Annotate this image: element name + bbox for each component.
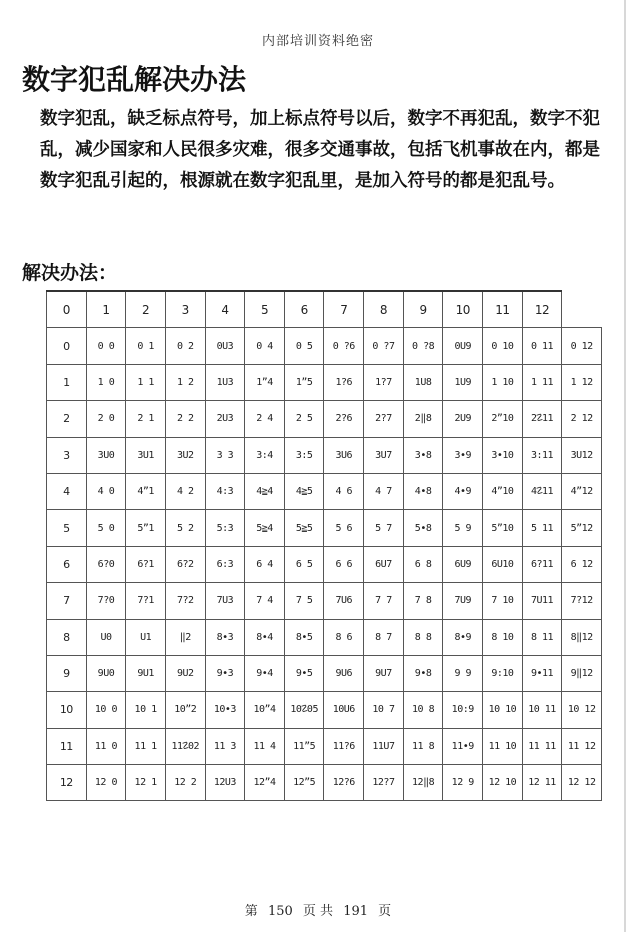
table-cell: 9:10	[483, 655, 523, 691]
table-cell: 10☡05	[284, 692, 324, 728]
table-cell: 0 10	[483, 328, 523, 364]
row-header: 2	[47, 401, 87, 437]
table-cell: 6 4	[245, 546, 285, 582]
table-row	[47, 364, 602, 400]
table-cell: 7U9	[443, 583, 483, 619]
section-heading: 解决办法：	[22, 262, 118, 284]
table-cell: 1 10	[483, 364, 523, 400]
table-cell: 4 6	[324, 473, 364, 509]
table-cell: 11 12	[562, 728, 602, 764]
table-cell: 8 10	[483, 619, 523, 655]
table-cell: 7U6	[324, 583, 364, 619]
table-cell: 11 0	[86, 728, 126, 764]
row-header: 1	[47, 364, 87, 400]
row-header: 0	[47, 328, 87, 364]
table-cell: 9•3	[205, 655, 245, 691]
row-header: 9	[47, 655, 87, 691]
table-cell: 1 2	[165, 364, 205, 400]
table-cell: 5 7	[364, 510, 404, 546]
table-cell: 12 0	[86, 765, 126, 801]
table-cell: 9‖12	[562, 655, 602, 691]
table-cell: 5”1	[126, 510, 166, 546]
table-row	[47, 728, 602, 764]
table-cell: 6 5	[284, 546, 324, 582]
table-cell: 7 10	[483, 583, 523, 619]
table-cell: 6?0	[86, 546, 126, 582]
table-cell: 9U0	[86, 655, 126, 691]
table-cell: 4”10	[483, 473, 523, 509]
table-cell: 7U3	[205, 583, 245, 619]
table-cell: 7 8	[403, 583, 443, 619]
table-cell: 9•11	[522, 655, 562, 691]
table-cell: ‖2	[165, 619, 205, 655]
row-header: 3	[47, 437, 87, 473]
column-header: 11	[483, 291, 523, 328]
table-header-row	[47, 291, 602, 328]
table-cell: 11☡02	[165, 728, 205, 764]
table-cell: 12 10	[483, 765, 523, 801]
table-cell: 10 0	[86, 692, 126, 728]
table-cell: 5”12	[562, 510, 602, 546]
table-cell: 6:3	[205, 546, 245, 582]
table-cell: 8•9	[443, 619, 483, 655]
table-cell: 4:3	[205, 473, 245, 509]
table-cell: 2U9	[443, 401, 483, 437]
table-cell: 3U1	[126, 437, 166, 473]
table-cell: 5 11	[522, 510, 562, 546]
table-cell: 10 10	[483, 692, 523, 728]
table-cell: 12 1	[126, 765, 166, 801]
table-cell: 2”10	[483, 401, 523, 437]
table-cell: 3U2	[165, 437, 205, 473]
page-label-mid: 页 共	[302, 904, 334, 919]
column-header: 8	[364, 291, 404, 328]
table-cell: 6 8	[403, 546, 443, 582]
table-cell: 11 3	[205, 728, 245, 764]
table-cell: 0 ?7	[364, 328, 404, 364]
table-cell: 10 7	[364, 692, 404, 728]
table-cell: 0 0	[86, 328, 126, 364]
table-cell: 5”10	[483, 510, 523, 546]
column-header: 10	[443, 291, 483, 328]
table-cell: 12U3	[205, 765, 245, 801]
table-cell: 12 2	[165, 765, 205, 801]
page-header: 内部培训资料绝密	[261, 34, 374, 49]
table-cell: 3U0	[86, 437, 126, 473]
table-cell: 5≧5	[284, 510, 324, 546]
table-cell: 10U6	[324, 692, 364, 728]
symbol-table	[46, 290, 602, 801]
table-cell: 9U1	[126, 655, 166, 691]
column-header: 9	[403, 291, 443, 328]
table-cell: 6 6	[324, 546, 364, 582]
table-cell: 6U9	[443, 546, 483, 582]
table-cell: 3U12	[562, 437, 602, 473]
table-cell: 3•10	[483, 437, 523, 473]
column-header: 12	[522, 291, 562, 328]
table-cell: 11”5	[284, 728, 324, 764]
table-cell: 5•8	[403, 510, 443, 546]
table-cell: 5:3	[205, 510, 245, 546]
row-header: 4	[47, 473, 87, 509]
table-cell: 5 2	[165, 510, 205, 546]
table-cell: 6U7	[364, 546, 404, 582]
table-cell: 3:5	[284, 437, 324, 473]
table-cell: 2 5	[284, 401, 324, 437]
table-row	[47, 655, 602, 691]
table-cell: 2☡11	[522, 401, 562, 437]
page-total: 191	[343, 904, 369, 919]
table-cell: 1U3	[205, 364, 245, 400]
row-header: 10	[47, 692, 87, 728]
row-header: 11	[47, 728, 87, 764]
table-cell: 8 7	[364, 619, 404, 655]
table-cell: 4≧4	[245, 473, 285, 509]
table-cell: 4•9	[443, 473, 483, 509]
table-cell: 3:11	[522, 437, 562, 473]
page-footer	[0, 900, 636, 919]
table-cell: 0U3	[205, 328, 245, 364]
table-cell: 3:4	[245, 437, 285, 473]
table-cell: 8 8	[403, 619, 443, 655]
table-cell: 7?12	[562, 583, 602, 619]
table-cell: 7 4	[245, 583, 285, 619]
table-row	[47, 437, 602, 473]
table-cell: 12?7	[364, 765, 404, 801]
row-header: 6	[47, 546, 87, 582]
table-cell: 10”2	[165, 692, 205, 728]
table-cell: 7U11	[522, 583, 562, 619]
table-cell: 3U7	[364, 437, 404, 473]
table-cell: 8 6	[324, 619, 364, 655]
page-title: 数字犯乱解决办法	[22, 63, 247, 96]
table-cell: 7 5	[284, 583, 324, 619]
table-cell: 2 2	[165, 401, 205, 437]
table-cell: 0 2	[165, 328, 205, 364]
table-cell: 1 1	[126, 364, 166, 400]
table-cell: 0 5	[284, 328, 324, 364]
table-cell: 0 4	[245, 328, 285, 364]
table-cell: 0 12	[562, 328, 602, 364]
table-cell: 12”4	[245, 765, 285, 801]
table-row	[47, 692, 602, 728]
table-cell: 9U2	[165, 655, 205, 691]
table-cell: 7?2	[165, 583, 205, 619]
table-cell: 11 11	[522, 728, 562, 764]
table-cell: 4 0	[86, 473, 126, 509]
table-cell: 9U6	[324, 655, 364, 691]
table-cell: 8 11	[522, 619, 562, 655]
table-cell: 9U7	[364, 655, 404, 691]
column-header: 3	[165, 291, 205, 328]
table-cell: 2 4	[245, 401, 285, 437]
table-cell: 5 0	[86, 510, 126, 546]
table-cell: 2?6	[324, 401, 364, 437]
table-cell: 2 0	[86, 401, 126, 437]
table-cell: 0 ?8	[403, 328, 443, 364]
table-cell: 12”5	[284, 765, 324, 801]
table-cell: 11 4	[245, 728, 285, 764]
table-cell: 9•4	[245, 655, 285, 691]
table-cell: 11U7	[364, 728, 404, 764]
table-cell: 7 7	[364, 583, 404, 619]
table-cell: 5 6	[324, 510, 364, 546]
page-label-prefix: 第	[244, 904, 258, 919]
table-cell: 10:9	[443, 692, 483, 728]
table-row	[47, 401, 602, 437]
table-cell: 1U8	[403, 364, 443, 400]
table-cell: 6 12	[562, 546, 602, 582]
table-cell: 3•8	[403, 437, 443, 473]
table-cell: 0 1	[126, 328, 166, 364]
column-header: 4	[205, 291, 245, 328]
table-cell: 10”4	[245, 692, 285, 728]
row-header: 12	[47, 765, 87, 801]
table-cell: 7?0	[86, 583, 126, 619]
table-cell: 9•5	[284, 655, 324, 691]
table-row	[47, 546, 602, 582]
table-cell: 10 12	[562, 692, 602, 728]
table-cell: 11 1	[126, 728, 166, 764]
table-cell: 11?6	[324, 728, 364, 764]
table-row	[47, 765, 602, 801]
table-cell: 1”5	[284, 364, 324, 400]
table-cell: 6U10	[483, 546, 523, 582]
table-cell: 8•3	[205, 619, 245, 655]
table-cell: 11 10	[483, 728, 523, 764]
column-header: 2	[126, 291, 166, 328]
table-cell: 4•8	[403, 473, 443, 509]
column-header: 1	[86, 291, 126, 328]
table-cell: 4≧5	[284, 473, 324, 509]
page-edge-line	[624, 0, 626, 932]
table-cell: 11 8	[403, 728, 443, 764]
table-cell: 12?6	[324, 765, 364, 801]
table-row	[47, 510, 602, 546]
table-cell: 1 11	[522, 364, 562, 400]
table-cell: 0 11	[522, 328, 562, 364]
table-cell: 10 8	[403, 692, 443, 728]
table-cell: 5 9	[443, 510, 483, 546]
column-header: 0	[47, 291, 87, 328]
table-cell: 4”12	[562, 473, 602, 509]
table-cell: 8•5	[284, 619, 324, 655]
table-cell: 8‖12	[562, 619, 602, 655]
table-cell: 2U3	[205, 401, 245, 437]
table-cell: 2?7	[364, 401, 404, 437]
table-cell: 12 9	[443, 765, 483, 801]
table-cell: 3U6	[324, 437, 364, 473]
table-cell: 6?1	[126, 546, 166, 582]
symbol-grid	[46, 290, 602, 801]
table-row	[47, 619, 602, 655]
table-row	[47, 473, 602, 509]
table-row	[47, 328, 602, 364]
column-header: 6	[284, 291, 324, 328]
table-cell: 9•8	[403, 655, 443, 691]
table-cell: 1?7	[364, 364, 404, 400]
table-cell: 11•9	[443, 728, 483, 764]
column-header: 5	[245, 291, 285, 328]
table-cell: 12 12	[562, 765, 602, 801]
page-current: 150	[267, 904, 293, 919]
table-cell: 12 11	[522, 765, 562, 801]
table-cell: 0U9	[443, 328, 483, 364]
table-cell: 4 7	[364, 473, 404, 509]
page-label-suffix: 页	[378, 904, 392, 919]
table-cell: 4☡11	[522, 473, 562, 509]
row-header: 7	[47, 583, 87, 619]
table-cell: 4”1	[126, 473, 166, 509]
table-cell: 10 11	[522, 692, 562, 728]
table-cell: U1	[126, 619, 166, 655]
table-cell: 1 12	[562, 364, 602, 400]
table-cell: 5≧4	[245, 510, 285, 546]
table-cell: 6?11	[522, 546, 562, 582]
table-cell: 4 2	[165, 473, 205, 509]
table-cell: 2 12	[562, 401, 602, 437]
table-cell: 10•3	[205, 692, 245, 728]
table-row	[47, 583, 602, 619]
table-cell: 12‖8	[403, 765, 443, 801]
row-header: 5	[47, 510, 87, 546]
table-cell: 9 9	[443, 655, 483, 691]
table-cell: 1?6	[324, 364, 364, 400]
row-header: 8	[47, 619, 87, 655]
table-cell: 0 ?6	[324, 328, 364, 364]
table-cell: 7?1	[126, 583, 166, 619]
table-cell: 2‖8	[403, 401, 443, 437]
table-cell: 6?2	[165, 546, 205, 582]
table-cell: 10 1	[126, 692, 166, 728]
table-cell: 3•9	[443, 437, 483, 473]
column-header: 7	[324, 291, 364, 328]
table-cell: 1”4	[245, 364, 285, 400]
intro-paragraph: 数字犯乱，缺乏标点符号，加上标点符号以后，数字不再犯乱，数字不犯乱，减少国家和人民很多灾难，很多交通事故，包括飞机事故在内，都是数字犯乱引起的，根源就在数字犯乱里，是加入符号的都是犯乱号。	[40, 109, 600, 191]
table-cell: U0	[86, 619, 126, 655]
table-cell: 1 0	[86, 364, 126, 400]
table-cell: 3 3	[205, 437, 245, 473]
table-cell: 1U9	[443, 364, 483, 400]
table-cell: 2 1	[126, 401, 166, 437]
table-cell: 8•4	[245, 619, 285, 655]
